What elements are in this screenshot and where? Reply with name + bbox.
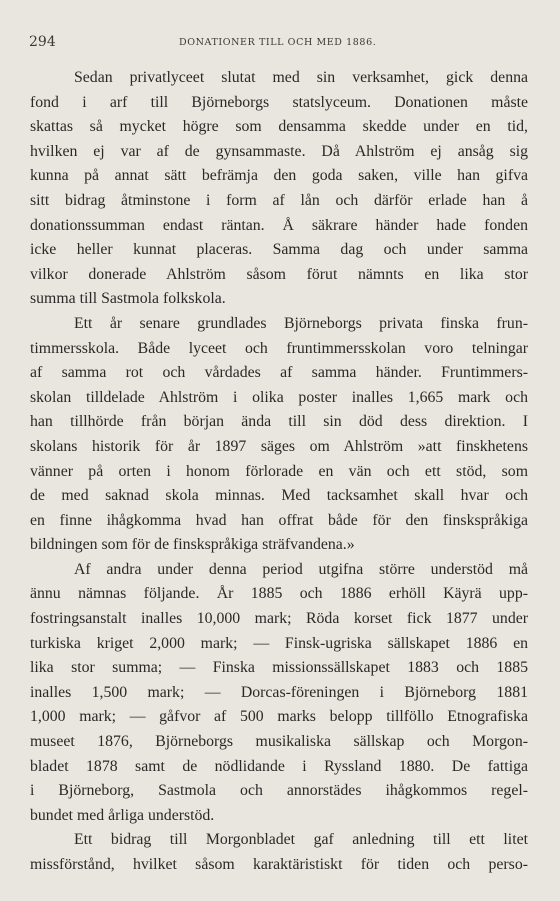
page-header [29, 34, 531, 54]
text-line: donationssumman endast räntan. Å säkrare händer hade fonden [30, 216, 528, 234]
text-line: missförstånd, hvilket såsom karaktäristiskt för tiden och perso- [30, 856, 528, 873]
text-line: vilkor donerade Ahlström såsom förut nämnts en lika stor [30, 265, 528, 283]
page-number: 294 [29, 34, 56, 50]
running-head: DONATIONER TILL OCH MED 1886. [179, 37, 377, 48]
text-line: 1,000 mark; — gåfvor af 500 marks belopp tillföllo Etnografiska [30, 708, 528, 726]
text-line: ännu nämnas följande. År 1885 och 1886 erhöll Käyrä upp- [30, 585, 528, 603]
text-line: Sedan privatlyceet slutat med sin verksamhet, gick denna [74, 69, 528, 86]
text-line: bladet 1878 samt de nödlidande i Ryssland 1880. De fattiga [30, 757, 528, 775]
text-line: fostringsanstalt inalles 10,000 mark; Röda korset fick 1877 under [30, 610, 528, 628]
text-line: Ett år senare grundlades Björneborgs privata finska frun- [74, 314, 528, 332]
text-line: hvilken ej var af de gynsammaste. Då Ahlström ej ansåg sig [30, 142, 528, 160]
body-text [30, 66, 528, 878]
text-line: af samma rot och vårdades af samma händer. Fruntimmers- [30, 364, 528, 382]
text-line: kunna på annat sätt befrämja den goda saken, ville han gifva [30, 167, 528, 185]
text-line: han tillhörde från början ända till sin död dess direktion. I [30, 413, 528, 431]
text-line: de med saknad skola minnas. Med tacksamhet skall hvar och [30, 487, 528, 505]
text-line: skattas så mycket högre som densamma skedde under en tid, [30, 118, 528, 136]
text-line: icke heller kunnat placeras. Samma dag och under samma [30, 241, 528, 259]
text-line: bildningen som för de finskspråkiga sträfvandena.» [30, 536, 355, 554]
text-line: skolans historik för år 1897 säges om Ahlström »att finskhetens [30, 437, 528, 455]
text-line: lika stor summa; — Finska missionssällskapet 1883 och 1885 [30, 659, 528, 677]
text-line: sitt bidrag åtminstone i form af lån och därför erlade han å [30, 191, 528, 209]
text-line: timmersskola. Både lyceet och fruntimmersskolan voro telningar [30, 339, 528, 357]
text-line: vänner på orten i honom förlorade en vän och ett stöd, som [30, 462, 528, 480]
text-line: skolan tilldelade Ahlström i olika poster inalles 1,665 mark och [30, 388, 528, 406]
text-line: fond i arf till Björneborgs statslyceum. Donationen måste [30, 93, 528, 111]
text-line: museet 1876, Björneborgs musikaliska sällskap och Morgon- [30, 733, 528, 751]
text-line: i Björneborg, Sastmola och annorstädes ihågkommos regel- [30, 782, 528, 800]
text-line: bundet med årliga understöd. [30, 806, 215, 824]
text-line: summa till Sastmola folkskola. [30, 290, 226, 308]
text-line: inalles 1,500 mark; — Dorcas-föreningen i Björneborg 1881 [30, 683, 528, 701]
text-line: en finne ihågkomma hvad han offrat både för den finskspråkiga [30, 511, 528, 529]
text-line: Af andra under denna period utgifna större understöd må [74, 560, 528, 578]
text-line: turkiska kriget 2,000 mark; — Finsk-ugriska sällskapet 1886 en [30, 634, 528, 652]
text-line: Ett bidrag till Morgonbladet gaf anledning till ett litet [74, 831, 528, 849]
